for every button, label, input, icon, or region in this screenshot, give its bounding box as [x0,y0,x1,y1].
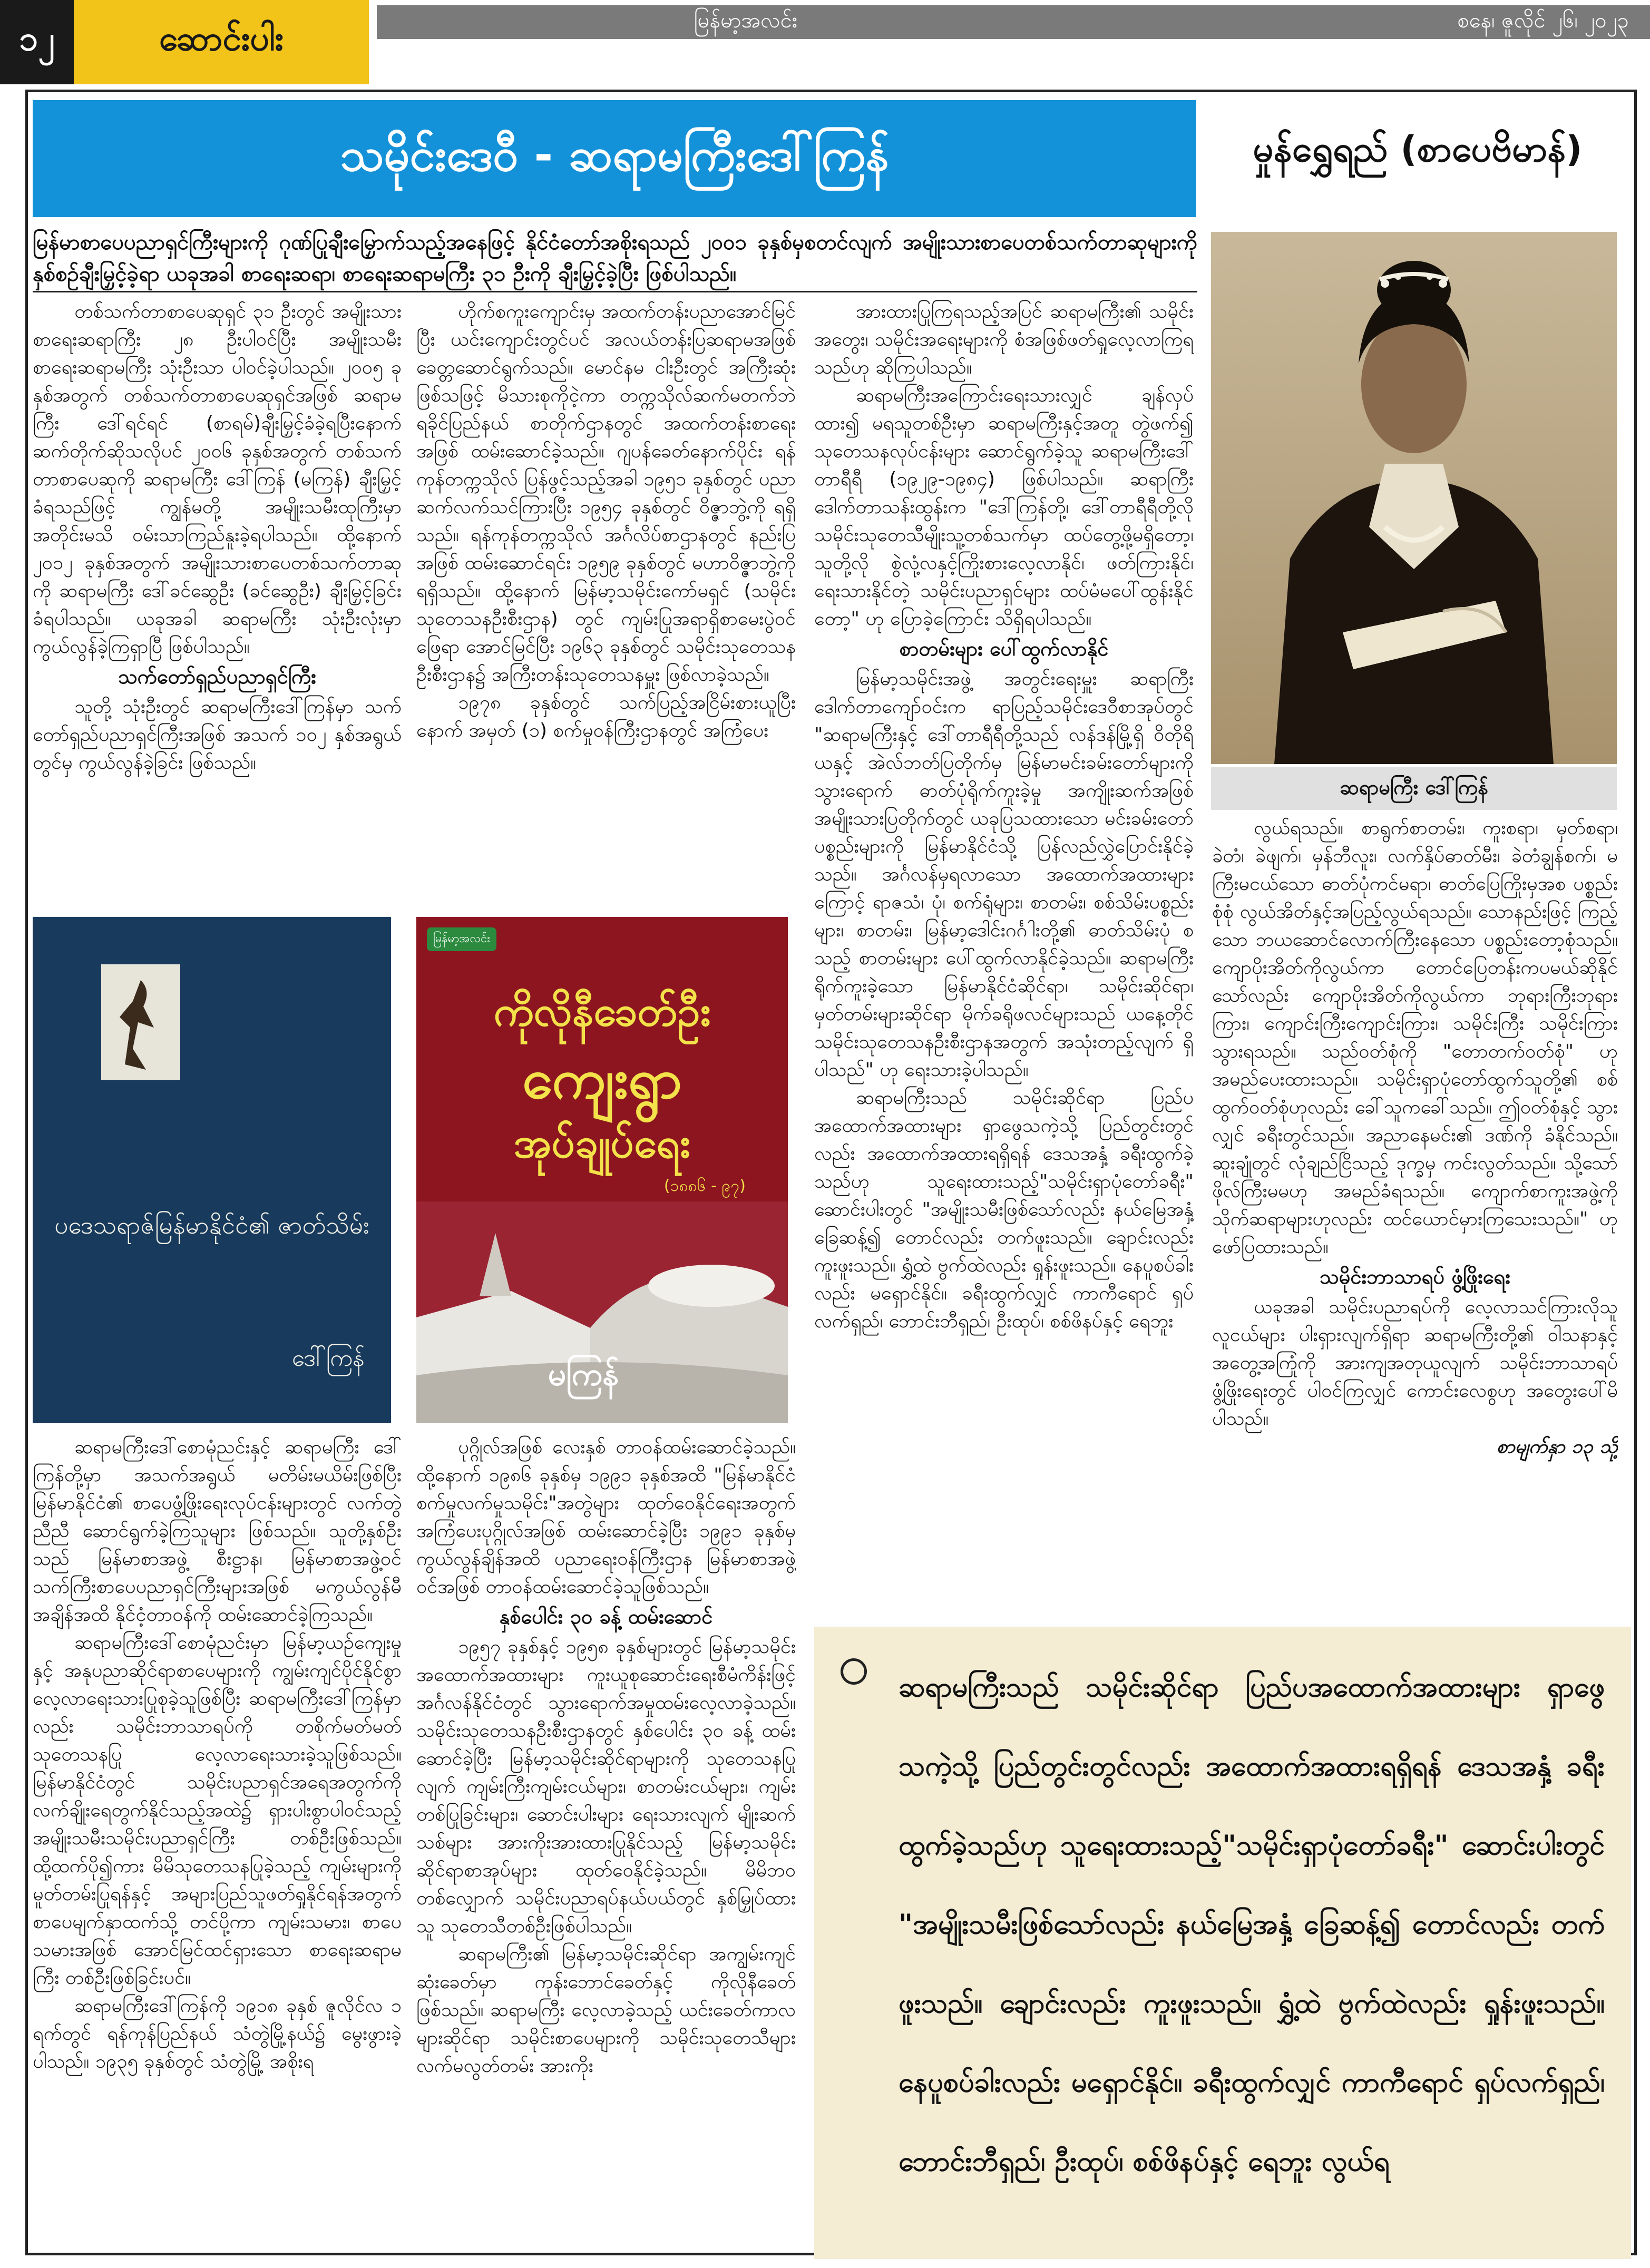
column-1-bottom [33,1433,402,2258]
page-number: ၁၂ [0,0,74,84]
book-years: (၁၈၈၆ - ၉၇) [663,1177,746,1195]
portrait-illustration [1211,232,1617,764]
bullet-circle-icon [841,1658,867,1685]
column-3 [814,298,1194,1618]
section-tab[interactable]: ဆောင်းပါး [74,0,369,84]
paragraph: ဆရာမကြီးဒေါ်စောမုံညင်းနှင့် ဆရာမကြီး ဒေါ်ကြန်တို့မှာ အသက်အရွယ် မတိမ်းမယိမ်းဖြစ်ပြီး မြန်မာနိုင်ငံ၏ စာပေဖွံ့ဖြိုးရေးလုပ်ငန်းများတွင် လက်တွဲညီညီ ဆောင်ရွက်ခဲ့ကြသူများ ဖြစ်သည်။ သူတို့နှစ်ဦးသည် မြန်မာစာအဖွဲ့ စီးဋ္ဌာန၊ မြန်မာစာအဖွဲ့ဝင် သက်ကြီးစာပေပညာရှင်ကြီးများအဖြစ် မကွယ်လွန်မီအချိန်အထိ နိုင်ငံ့တာဝန်ကို ထမ်းဆောင်ခဲ့ကြသည်။ [33,1436,402,1626]
book-emblem [101,964,180,1080]
paragraph: ပုဂ္ဂိုလ်အဖြစ် လေးနှစ် တာဝန်ထမ်းဆောင်ခဲ့သည်။ ထို့နောက် ၁၉၈၆ ခုနှစ်မှ ၁၉၉၁ ခုနှစ်အထိ "မြန်မာနိုင်ငံ စက်မှုလက်မှုသမိုင်း"အတွဲများ ထုတ်ဝေနိုင်ရေးအတွက် အကြံပေးပုဂ္ဂိုလ်အဖြစ် ထမ်းဆောင်ခဲ့ပြီး ၁၉၉၁ ခုနှစ်မှ ကွယ်လွန်ချိန်အထိ ပညာရေးဝန်ကြီးဌာန မြန်မာစာအဖွဲ့ဝင်အဖြစ် တာဝန်ထမ်းဆောင်ခဲ့သူဖြစ်သည်။ [416,1436,796,1598]
column-2-top [416,298,796,904]
subheading: သက်တော်ရှည်ပညာရှင်ကြီး [118,665,316,688]
book-title: ပဒေသရာဇ်မြန်မာနိုင်ငံ၏ ဇာတ်သိမ်း [54,1211,369,1239]
byline: မှုန်ရွှေရည် (စာပေဗိမာန်) [1253,129,1583,170]
paragraph: ဆရာမကြီး၏ မြန်မာ့သမိုင်းဆိုင်ရာ အကျွမ်းကျင်ဆုံးခေတ်မှာ ကုန်းဘောင်ခေတ်နှင့် ကိုလိုနီခေတ်ဖြစ်သည်။ ဆရာမကြီး လေ့လာခဲ့သည့် ယင်းခေတ်ကာလများဆိုင်ရာ သမိုင်းစာပေများကို သမိုင်းသုတေသီများ လက်မလွတ်တမ်း အားကိုး [416,1943,796,2077]
book-title-line-3: အုပ်ချုပ်ရေး [514,1120,690,1167]
issue-date: စနေ၊ ဇူလိုင် ၂၆၊ ၂၀၂၃ [1457,8,1629,33]
book-cover-history [33,917,391,1423]
subheading: သမိုင်းဘာသာရပ် ဖွံ့ဖြိုးရေး [1319,1265,1511,1288]
pull-quote [814,1627,1631,2259]
article-title: သမိုင်းဒေဝီ - ဆရာမကြီးဒေါ်ကြန် [340,128,889,181]
book-author: မကြန် [548,1356,619,1393]
paragraph: သူတို့ သုံးဦးတွင် ဆရာမကြီးဒေါ်ကြန်မှာ သက်တော်ရှည်ပညာရှင်ကြီးအဖြစ် အသက် ၁၀၂ နှစ်အရွယ်တွင်မှ ကွယ်လွန်ခဲ့ခြင်း ဖြစ်သည်။ [33,696,402,774]
portrait-caption: ဆရာမကြီး ဒေါ်ကြန် [1211,767,1617,810]
paragraph: ဆရာမကြီးဒေါ်စောမုံညင်းမှာ မြန်မာ့ယဉ်ကျေးမှုနှင့် အနုပညာဆိုင်ရာစာပေများကို ကျွမ်းကျင်ပိုင်နိုင်စွာ လေ့လာရေးသားပြုစုခဲ့သူဖြစ်ပြီး ဆရာမကြီးဒေါ်ကြန်မှာလည်း သမိုင်းဘာသာရပ်ကို တစိုက်မတ်မတ် သုတေသနပြု လေ့လာရေးသားခဲ့သူဖြစ်သည်။ မြန်မာနိုင်ငံတွင် သမိုင်းပညာရှင်အရေအတွက်ကို လက်ချိုးရေတွက်နိုင်သည့်အထဲ၌ ရှားပါးစွာပါဝင်သည့် အမျိုးသမီးသမိုင်းပညာရှင်ကြီး တစ်ဦးဖြစ်သည်။ ထို့ထက်ပို၍ကား မိမိသုတေသနပြုခဲ့သည့် ကျမ်းများကို မူတ်တမ်းပြုရန်နှင့် အများပြည်သူဖတ်ရှုနိုင်ရန်အတွက် စာပေမျက်နှာထက်သို့ တင်ပို့ကာ ကျမ်းသမား၊ စာပေသမားအဖြစ် အောင်မြင်ထင်ရှားသော စာရေးဆရာမကြီး တစ်ဦးဖြစ်ခြင်းပင်။ [33,1632,402,1989]
book-cover-colonial [416,917,788,1423]
paragraph: ဆရာမကြီးသည် သမိုင်းဆိုင်ရာ ပြည်ပအထောက်အထားများ ရှာဖွေသကဲ့သို့ ပြည်တွင်းတွင်လည်း အထောက်အထားရရှိရန် ဒေသအနှံ့ ခရီးထွက်ခဲ့သည်ဟု သူရေးထားသည့်"သမိုင်းရှာပုံတော်ခရီး" ဆောင်းပါးတွင် "အမျိုးသမီးဖြစ်သော်လည်း နယ်မြေအနှံ့ ခြေဆန့်၍ တောင်လည်း တက်ဖူးသည်။ ချောင်းလည်း ကူးဖူးသည်။ ရွှံ့ထဲ ဗွက်ထဲလည်း ရှုန်းဖူးသည်။ နေပူစပ်ခါးလည်း မရှောင်နိုင်။ ခရီးထွက်လျှင် ကာကီရောင် ရှပ်လက်ရှည်၊ ဘောင်းဘီရှည်၊ ဦးထုပ်၊ စစ်ဖိနပ်နှင့် ရေဘူး [814,1087,1194,1332]
book-title-line-1: ကိုလိုနီခေတ်ဦး [493,988,711,1035]
column-4 [1212,814,1618,1615]
continued-note[interactable]: စာမျက်နှာ ၁၃ သို့ [1496,1436,1618,1458]
column-1-top [33,298,402,904]
paragraph: မြန်မာ့သမိုင်းအဖွဲ့ အတွင်းရေးမှူး ဆရာကြီး ဒေါက်တာကျော်ဝင်းက ရာပြည့်သမိုင်းဒေဝီစာအုပ်တွင် "ဆရာမကြီးနှင့် ဒေါ်တာရီရီတို့သည် လန်ဒန်မြို့ရှိ ဝိတိုရိယနှင့် အဲလ်ဘတ်ပြတိုက်မှ မြန်မာမင်းခမ်းတော်များကို သွားရောက် ဓာတ်ပုံရိုက်ကူးခဲ့မှု အကျိုးဆက်အဖြစ် အမျိုးသားပြတိုက်တွင် ယခုပြသထားသော မင်းခမ်းတော်ပစ္စည်းများကို မြန်မာနိုင်ငံသို့ ပြန်လည်လွှဲပြောင်းနိုင်ခဲ့သည်။ အင်္ဂလန်မှရလာသော အထောက်အထားများကြောင့် ရာဇသံ၊ ပုံ၊ စက်ရုံများ၊ စာတမ်း၊ စစ်သိမ်းပစ္စည်းများ၊ စာတမ်း၊ မြန်မာ့ဒေါင်းဂင်္ဂါးတို့၏ ဓာတ်သိမ်းပုံ စသည့် စာတမ်းများ ပေါ်ထွက်လာနိုင်ခဲ့သည်။ ဆရာမကြီးရိုက်ကူးခဲ့သော မြန်မာနိုင်ငံဆိုင်ရာ၊ သမိုင်းဆိုင်ရာ၊ မှတ်တမ်းများဆိုင်ရာ မိုက်ခရိုဖလင်များသည် ယနေ့တိုင် သမိုင်းသုတေသနဦးစီးဌာနအတွက် အသုံးတည့်လျက် ရှိပါသည်" ဟု ရေးသားခဲ့ပါသည်။ [814,668,1194,1081]
newspaper-name: မြန်မာ့အလင်း [694,8,798,33]
pull-quote-text: ဆရာမကြီးသည် သမိုင်းဆိုင်ရာ ပြည်ပအထောက်အထားများ ရှာဖွေသကဲ့သို့ ပြည်တွင်းတွင်လည်း အထောက်အထားရရှိရန် ဒေသအနှံ့ ခရီးထွက်ခဲ့သည်ဟု သူရေးထားသည့်"သမိုင်းရှာပုံတော်ခရီး" ဆောင်းပါးတွင် "အမျိုးသမီးဖြစ်သော်လည်း နယ်မြေအနှံ့ ခြေဆန့်၍ တောင်လည်း တက်ဖူးသည်။ ချောင်းလည်း ကူးဖူးသည်။ ရွှံ့ထဲ ဗွက်ထဲလည်း ရှုန်းဖူးသည်။ နေပူစပ်ခါးလည်း မရှောင်နိုင်။ ခရီးထွက်လျှင် ကာကီရောင် ရှပ်လက်ရှည်၊ ဘောင်းဘီရှည်၊ ဦးထုပ်၊ စစ်ဖိနပ်နှင့် ရေဘူး လွယ်ရ [899,1671,1605,2177]
book-title-line-2: ကျေးရွာ [522,1047,682,1111]
divider [33,291,1197,292]
column-2-bottom [416,1433,796,2258]
paragraph: လွယ်ရသည်။ စာရွက်စာတမ်း၊ ကူးစရာ၊ မှတ်စရာ၊ ခဲတံ၊ ခဲဖျက်၊ မှန်ဘီလူး၊ လက်နှိပ်ဓာတ်မီး၊ ခဲတံချွန်စက်၊ မကြီးမငယ်သော ဓာတ်ပုံကင်မရာ၊ ဓာတ်ပြေကြိုးမှအစ ပစ္စည်းစုံစုံ လွယ်အိတ်နှင့်အပြည့်လွယ်ရသည်။ သောနည်းဖြင့် ကြည့်သော ဘယဆောင်လောက်ကြီးနေသော ပစ္စည်းတော့စုံသည်။ ကျောပိုးအိတ်ကိုလွယ်ကာ တောင်ပြေတန်းကပမယ်ဆိုနိုင်သော်လည်း ကျောပိုးအိတ်ကိုလွယ်ကာ ဘုရားကြီးဘုရားကြား၊ ကျောင်းကြီးကျောင်းကြား၊ သမိုင်းကြီး သမိုင်းကြား သွားရသည်။ သည်ဝတ်စုံကို "တောတက်ဝတ်စုံ" ဟု အမည်ပေးထားသည်။ သမိုင်းရှာပုံတော်ထွက်သူတို့၏ စစ်ထွက်ဝတ်စုံဟုလည်း ခေါ်သူကခေါ်သည်။ ဤဝတ်စုံနှင့် သွားလျှင် ခရီးတွင်သည်။ အညာနေမင်း၏ ဒဏ်ကို ခံနိုင်သည်။ ဆူးချုံတွင် လုံချည်ငြိသည့် ဒုက္ခမှ ကင်းလွတ်သည်။ သို့သော် ဖိုလ်ကြီးမမဟု အမည်ခံရသည်။ ကျောက်စာကူးအဖွဲ့ကို သိုက်ဆရာများဟုလည်း ထင်ယောင်မှားကြသေးသည်။" ဟု ဖော်ပြထားသည်။ [1212,817,1618,1258]
paragraph: ဆရာမကြီးဒေါ်ကြန်ကို ၁၉၁၈ ခုနှစ် ဇူလိုင်လ ၁ ရက်တွင် ရန်ကုန်ပြည်နယ် သံတွဲမြို့နယ်၌ မွေးဖွားခဲ့ပါသည်။ ၁၉၃၅ ခုနှစ်တွင် သံတွဲမြို့ အစိုးရ [33,1995,402,2073]
paragraph: ယခုအခါ သမိုင်းပညာရပ်ကို လေ့လာသင်ကြားလိုသူ လူငယ်များ ပါးရှားလျက်ရှိရာ ဆရာမကြီးတို့၏ ဝါသနာနှင့် အတွေ့အကြုံကို အားကျအတုယူလျက် သမိုင်းဘာသာရပ် ဖွံ့ဖြိုးရေးတွင် ပါဝင်ကြလျှင် ကောင်းလေစွဟု အတွေးပေါ်မိပါသည်။ [1212,1296,1618,1430]
subheading: စာတမ်းများ ပေါ်ထွက်လာနိုင် [899,637,1109,660]
paragraph: တစ်သက်တာစာပေဆုရှင် ၃၁ ဦးတွင် အမျိုးသားစာရေးဆရာကြီး ၂၈ ဦးပါဝင်ပြီး အမျိုးသမီး စာရေးဆရာမကြီး သုံးဦးသာ ပါဝင်ခဲ့ပါသည်။ ၂၀၀၅ ခုနှစ်အတွက် တစ်သက်တာစာပေဆုရှင်အဖြစ် ဆရာမကြီး ဒေါ်ရင်ရင် (စာရမ်)ချီးမြှင့်ခံခဲ့ရပြီးနောက် ဆက်တိုက်ဆိုသလိုပင် ၂၀၀၆ ခုနှစ်အတွက် တစ်သက်တာစာပေဆုကို ဆရာမကြီး ဒေါ်ကြန် (မကြန်) ချီးမြှင့်ခံရသည်ဖြင့် ကျွန်မတို့ အမျိုးသမီးထုကြီးမှာ အတိုင်းမသိ ဝမ်းသာကြည်နူးခဲ့ရပါသည်။ ထို့နောက် ၂၀၁၂ ခုနှစ်အတွက် အမျိုးသားစာပေတစ်သက်တာဆုကို ဆရာမကြီး ဒေါ်ခင်ဆွေဦး (ခင်ဆွေဦး) ချီးမြှင့်ခြင်းခံရပါသည်။ ယခုအခါ ဆရာမကြီး သုံးဦးလုံးမှာ ကွယ်လွန်ခဲ့ကြရှာပြီ ဖြစ်ပါသည်။ [33,301,402,658]
lead-paragraph: မြန်မာစာပေပညာရှင်ကြီးများကို ဂုဏ်ပြုချီးမြှောက်သည့်အနေဖြင့် နိုင်ငံတော်အစိုးရသည် ၂၀၀၁ ခုနှစ်မှစတင်လျက် အမျိုးသားစာပေတစ်သက်တာဆုများကို နှစ်စဉ်ချီးမြှင့်ခဲ့ရာ ယခုအခါ စာရေးဆရာ၊ စာရေးဆရာမကြီး ၃၁ ဦးကို ချီးမြှင့်ခဲ့ပြီး ဖြစ်ပါသည်။ [33,230,1197,286]
top-band [377,5,1650,39]
book-author: ဒေါ်ကြန် [291,1345,365,1372]
paragraph: ဟိုက်စကူးကျောင်းမှ အထက်တန်းပညာအောင်မြင်ပြီး ယင်းကျောင်းတွင်ပင် အလယ်တန်းပြဆရာမအဖြစ် ခေတ္တဆောင်ရွက်သည်။ မောင်နမ ငါးဦးတွင် အကြီးဆုံးဖြစ်သဖြင့် မိသားစုကိုငဲ့ကာ တက္ကသိုလ်ဆက်မတက်ဘဲ ရခိုင်ပြည်နယ် စာတိုက်ဌာနတွင် အထက်တန်းစာရေးအဖြစ် ထမ်းဆောင်ခဲ့သည်။ ဂျပန်ခေတ်နောက်ပိုင်း ရန်ကုန်တက္ကသိုလ် ပြန်ဖွင့်သည့်အခါ ၁၉၅၁ ခုနှစ်တွင် ပညာဆက်လက်သင်ကြားပြီး ၁၉၅၄ ခုနှစ်တွင် ဝိဇ္ဇာဘွဲ့ကို ရရှိသည်။ ရန်ကုန်တက္ကသိုလ် အင်္ဂလိပ်စာဌာနတွင် နည်းပြအဖြစ် ထမ်းဆောင်ရင်း ၁၉၅၉ ခုနှစ်တွင် မဟာဝိဇ္ဇာဘွဲ့ကို ရရှိသည်။ ထို့နောက် မြန်မာ့သမိုင်းကော်မရှင် (သမိုင်းသုတေသနဦးစီးဌာန) တွင် ကျမ်းပြုအရာရှိစာမေးပွဲဝင်ဖြေရာ အောင်မြင်ပြီး ၁၉၆၃ ခုနှစ်တွင် သမိုင်းသုတေသနဦးစီးဌာန၌ အကြီးတန်းသုတေသနမှူး ဖြစ်လာခဲ့သည်။ [416,301,796,686]
paragraph: ၁၉၇၈ ခုနှစ်တွင် သက်ပြည့်အငြိမ်းစားယူပြီးနောက် အမှတ် (၁) စက်မှုဝန်ကြီးဌာနတွင် အကြံပေး [416,692,796,741]
paragraph: ဆရာမကြီးအကြောင်းရေးသားလျှင် ချန်လှပ်ထား၍ မရသူတစ်ဦးမှာ ဆရာမကြီးနှင့်အတူ တွဲဖက်၍ သုတေသနလုပ်ငန်းများ ဆောင်ရွက်ခဲ့သူ ဆရာမကြီးဒေါ်တာရီရီ (၁၉၂၉-၁၉၈၄) ဖြစ်ပါသည်။ ဆရာကြီး ဒေါက်တာသန်းထွန်းက "ဒေါ်ကြန်တို့၊ ဒေါ်တာရီရီတို့လို သမိုင်းသုတေသီမျိုးသူ့တစ်သက်မှာ ထပ်တွေ့ဖို့မရှိတော့၊ သူတို့လို စွဲလုံ့လနှင့်ကြိုးစားလေ့လာနိုင်၊ ဖတ်ကြားနိုင်၊ ရေးသားနိုင်တဲ့ သမိုင်းပညာရှင်များ ထပ်မံမပေါ်ထွန်းနိုင်တော့" ဟု ပြောခဲ့ကြောင်း သိရှိရပါသည်။ [814,385,1194,630]
portrait-photo [1211,232,1617,764]
article-title-bar [33,100,1196,217]
publisher-badge: မြန်မာ့အလင်း [427,927,496,951]
paragraph: အားထားပြုကြရသည့်အပြင် ဆရာမကြီး၏ သမိုင်းအတွေး၊ သမိုင်းအရေးများကို စံအဖြစ်ဖတ်ရှုလေ့လာကြရသည်ဟု ဆိုကြပါသည်။ [814,301,1194,378]
paragraph: ၁၉၅၇ ခုနှစ်နှင့် ၁၉၅၈ ခုနှစ်များတွင် မြန်မာ့သမိုင်းအထောက်အထားများ ကူးယူစုဆောင်းရေးစီမံကိန်းဖြင့် အင်္ဂလန်နိုင်ငံတွင် သွားရောက်အမှုထမ်းလေ့လာခဲ့သည်။ သမိုင်းသုတေသနဦးစီးဌာနတွင် နှစ်ပေါင်း ၃၀ ခန့် ထမ်းဆောင်ခဲ့ပြီး မြန်မာ့သမိုင်းဆိုင်ရာများကို သုတေသနပြုလျက် ကျမ်းကြီးကျမ်းငယ်များ၊ စာတမ်းငယ်များ၊ ကျမ်းတစ်ပြုခြင်းများ၊ ဆောင်းပါးများ ရေးသားလျက် မျိုးဆက်သစ်များ အားကိုးအားထားပြုနိုင်သည့် မြန်မာ့သမိုင်းဆိုင်ရာစာအုပ်များ ထုတ်ဝေနိုင်ခဲ့သည်။ မိမိဘဝတစ်လျှောက် သမိုင်းပညာရပ်နယ်ပယ်တွင် နှစ်မြှုပ်ထားသူ သုတေသီတစ်ဦးဖြစ်ပါသည်။ [416,1636,796,1937]
dancer-icon [101,964,180,1080]
subheading: နှစ်ပေါင်း ၃၀ ခန့် ထမ်းဆောင် [499,1605,713,1628]
